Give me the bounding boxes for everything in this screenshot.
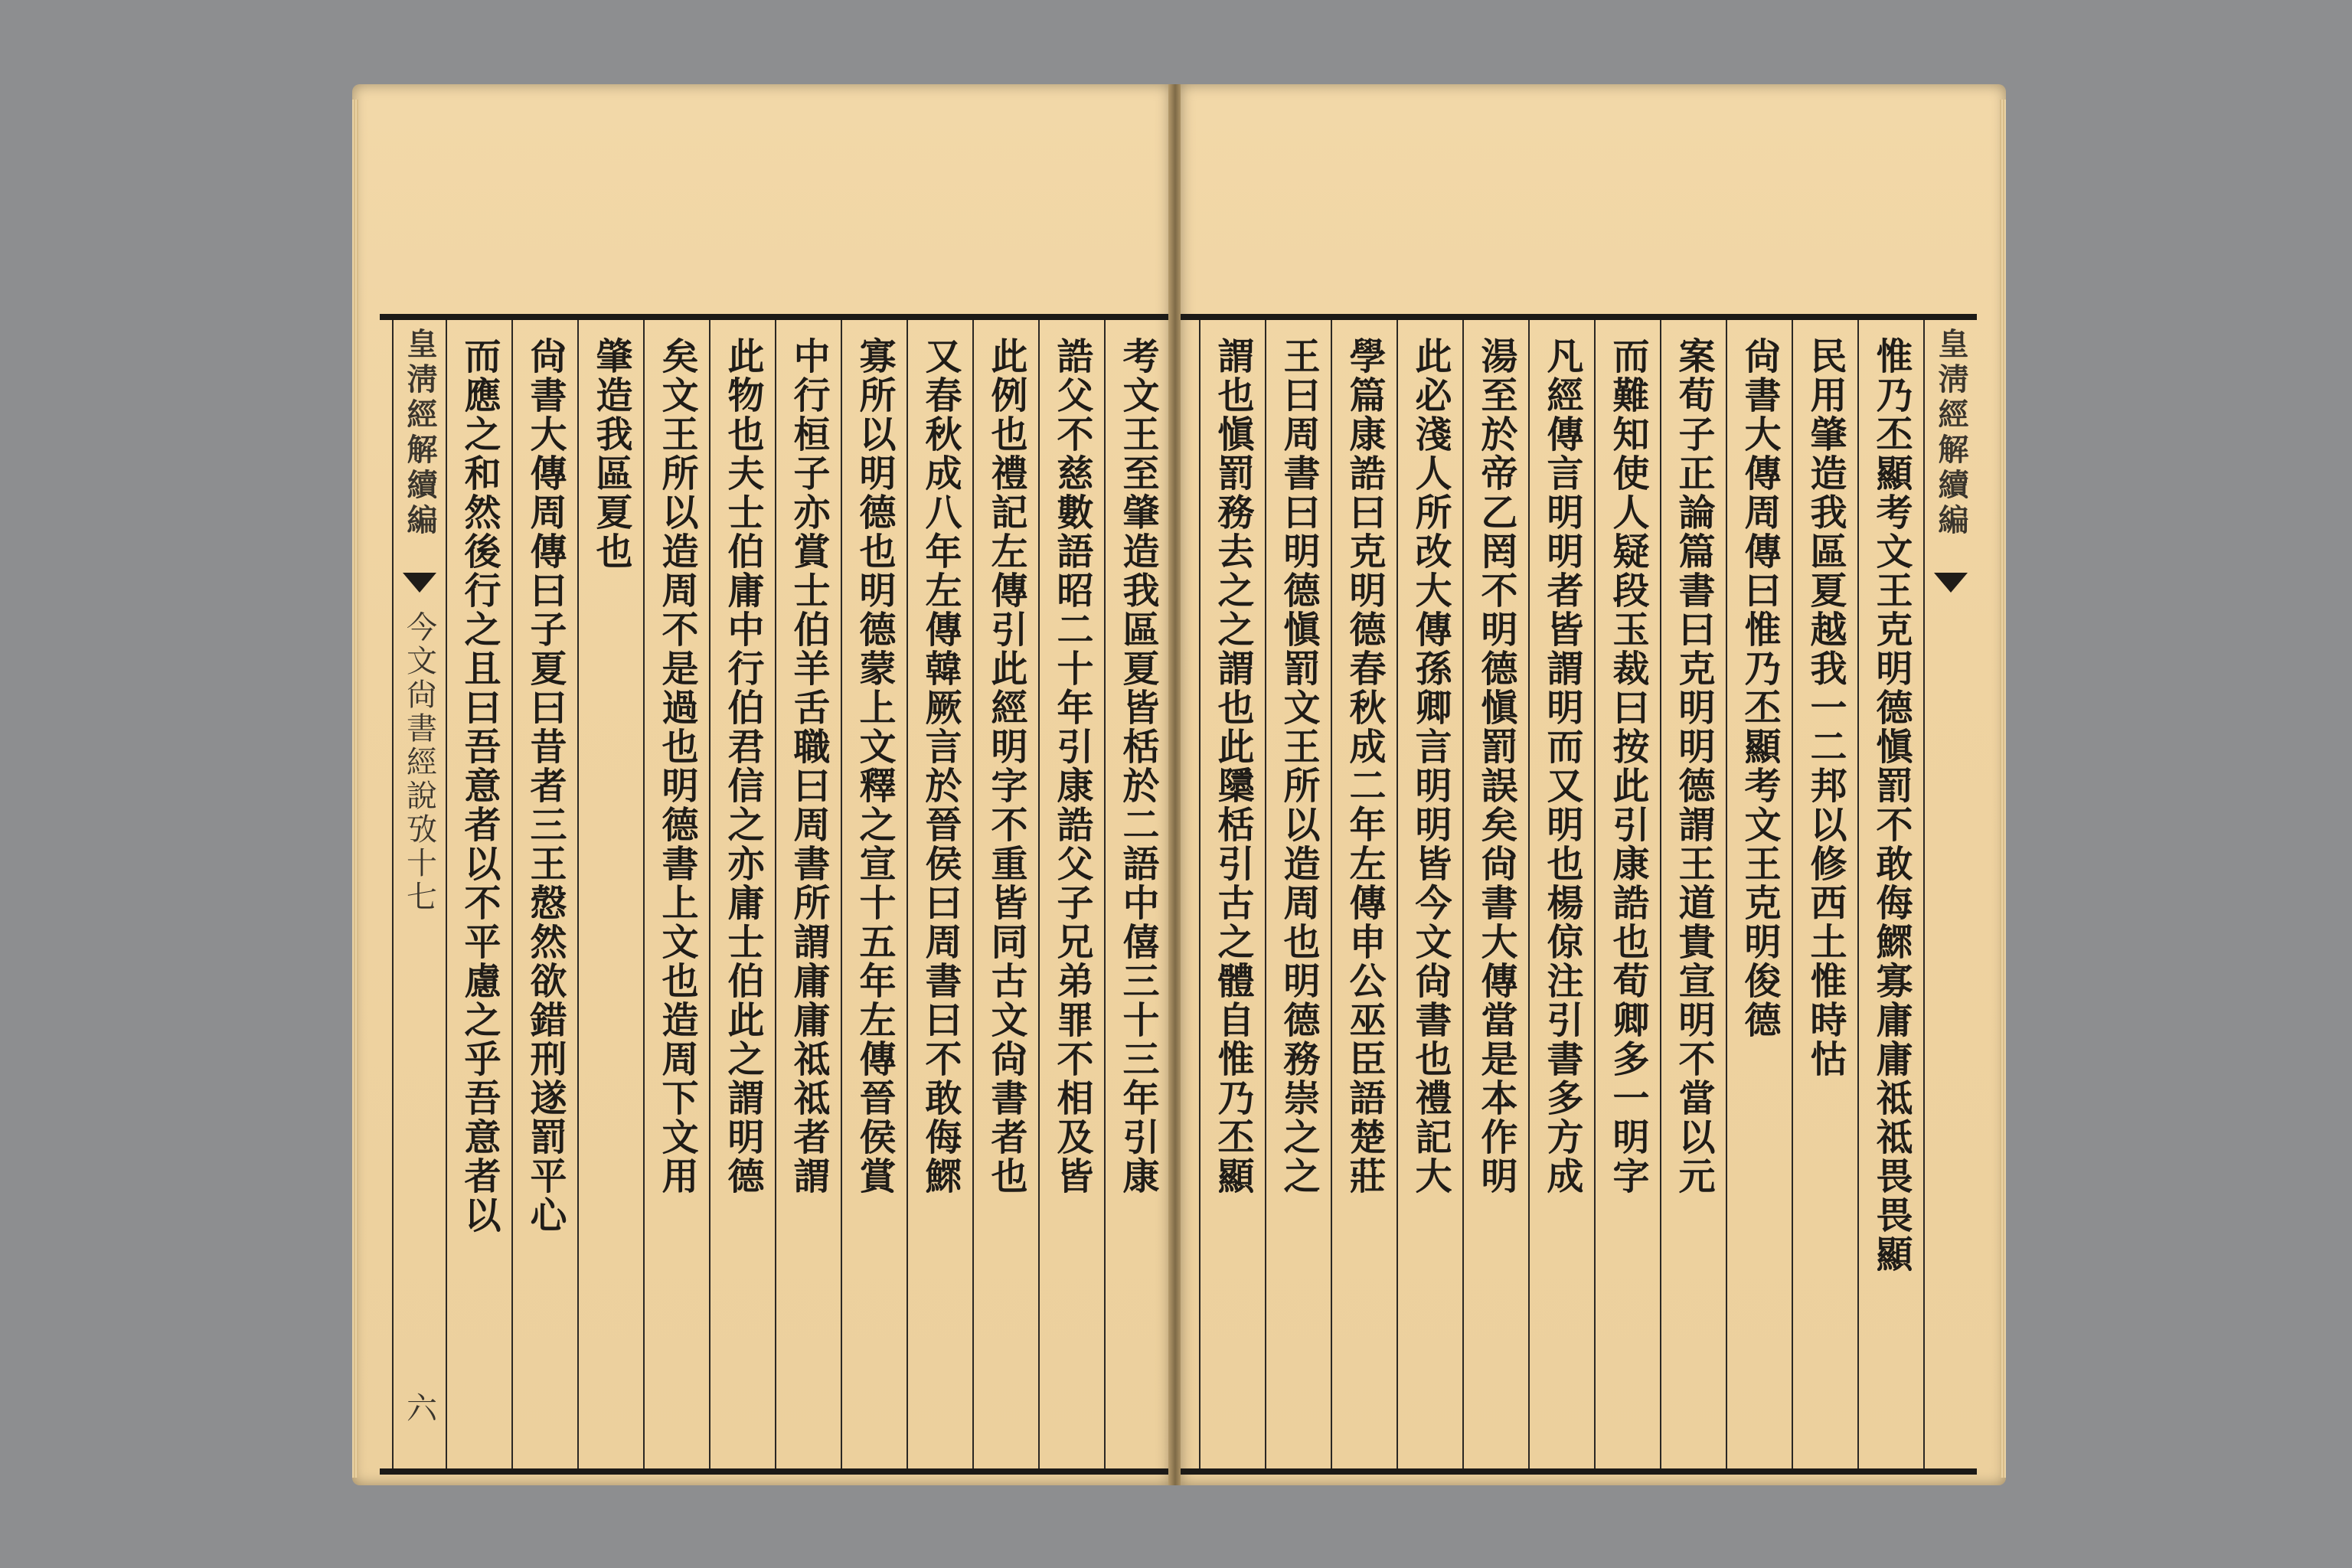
- column-text: 而難知使人疑段玉裁曰按此引康誥也荀卿多一明字: [1606, 337, 1649, 1196]
- page-edges-right: [2000, 100, 2006, 1478]
- column-text: 此例也禮記左傳引此經明字不重皆同古文尙書者也: [985, 337, 1027, 1196]
- text-column: [1726, 320, 1792, 1468]
- column-text: 王曰周書曰明德愼罰文王所以造周也明德務崇之之: [1277, 337, 1320, 1196]
- margin-column: [1923, 320, 1977, 1468]
- column-text: 考文王至肇造我區夏皆栝於二語中僖三十三年引康: [1116, 337, 1159, 1196]
- text-column: [1660, 320, 1726, 1468]
- column-text: 湯至於帝乙罔不明德愼罰誤矣尙書大傳當是本作明: [1475, 337, 1517, 1196]
- column-text: 尙書大傳周傳曰惟乃丕顯考文王克明俊德: [1738, 337, 1781, 1040]
- column-text: 惟乃丕顯考文王克明德愼罰不敢侮鰥寡庸庸祗祗畏畏顯: [1870, 337, 1913, 1274]
- column-text: 而應之和然後行之且曰吾意者以不平慮之乎吾意者以: [458, 337, 501, 1235]
- fishtail-mark-icon: [403, 573, 436, 593]
- text-column: [709, 320, 775, 1468]
- right-columns: [1181, 320, 1977, 1468]
- column-text: 民用肇造我區夏越我一二邦以修西土惟時怙: [1804, 337, 1847, 1079]
- text-column: [1528, 320, 1594, 1468]
- text-column: [1038, 320, 1104, 1468]
- text-column: [1594, 320, 1660, 1468]
- right-text-frame: [1181, 314, 1977, 1475]
- text-column: [1104, 320, 1170, 1468]
- column-text: 學篇康誥曰克明德春秋成二年左傳申公巫臣語楚莊: [1343, 337, 1386, 1196]
- page-edges-left: [352, 100, 358, 1478]
- margin-column: [392, 320, 446, 1468]
- margin-label: 今文尙書經說攷十七: [401, 611, 437, 914]
- text-column: [1199, 320, 1265, 1468]
- margin-title: 皇淸經解續編: [402, 328, 438, 539]
- column-text: 凡經傳言明明者皆謂明而又明也楊倞注引書多方成: [1540, 337, 1583, 1196]
- text-column: [446, 320, 511, 1468]
- right-page: [1181, 84, 2006, 1485]
- text-column: [1792, 320, 1857, 1468]
- column-text: 又春秋成八年左傳韓厥言於晉侯曰周書曰不敢侮鰥: [919, 337, 962, 1196]
- left-text-frame: [380, 314, 1170, 1475]
- text-column: [1331, 320, 1396, 1468]
- text-column: [841, 320, 906, 1468]
- left-columns: [380, 320, 1170, 1468]
- left-page: [352, 84, 1170, 1485]
- column-text: 寡所以明德也明德蒙上文釋之宣十五年左傳晉侯賞: [853, 337, 896, 1196]
- column-text: 肇造我區夏也: [590, 337, 632, 571]
- text-column: [1265, 320, 1331, 1468]
- column-text: 中行桓子亦賞士伯羊舌職曰周書所謂庸庸祗祗者謂: [787, 337, 830, 1196]
- column-text: 此物也夫士伯庸中行伯君信之亦庸士伯此之謂明德: [721, 337, 764, 1196]
- column-text: 誥父不慈數語昭二十年引康誥父子兄弟罪不相及皆: [1050, 337, 1093, 1196]
- open-book: [352, 84, 2006, 1485]
- text-column: [972, 320, 1038, 1468]
- column-text: 案荀子正論篇書曰克明明德謂王道貴宣明不當以元: [1672, 337, 1715, 1196]
- column-text: 此必淺人所改大傳孫卿言明明皆今文尙書也禮記大: [1409, 337, 1452, 1196]
- text-column: [1857, 320, 1923, 1468]
- text-column: [775, 320, 841, 1468]
- text-column: [643, 320, 709, 1468]
- text-column: [511, 320, 577, 1468]
- fishtail-mark-icon: [1934, 573, 1968, 593]
- text-column: [1462, 320, 1528, 1468]
- text-column: [577, 320, 643, 1468]
- text-column: [906, 320, 972, 1468]
- column-text: 尙書大傳周傳曰子夏曰昔者三王慤然欲錯刑遂罰平心: [524, 337, 567, 1235]
- column-text: 矣文王所以造周不是過也明德書上文也造周下文用: [655, 337, 698, 1196]
- text-column: [1396, 320, 1462, 1468]
- page-number: 六: [401, 1392, 437, 1426]
- margin-title: 皇淸經解續編: [1933, 328, 1969, 539]
- column-text: 謂也愼罰務去之之謂也此櫽栝引古之體自惟乃丕顯: [1211, 337, 1254, 1196]
